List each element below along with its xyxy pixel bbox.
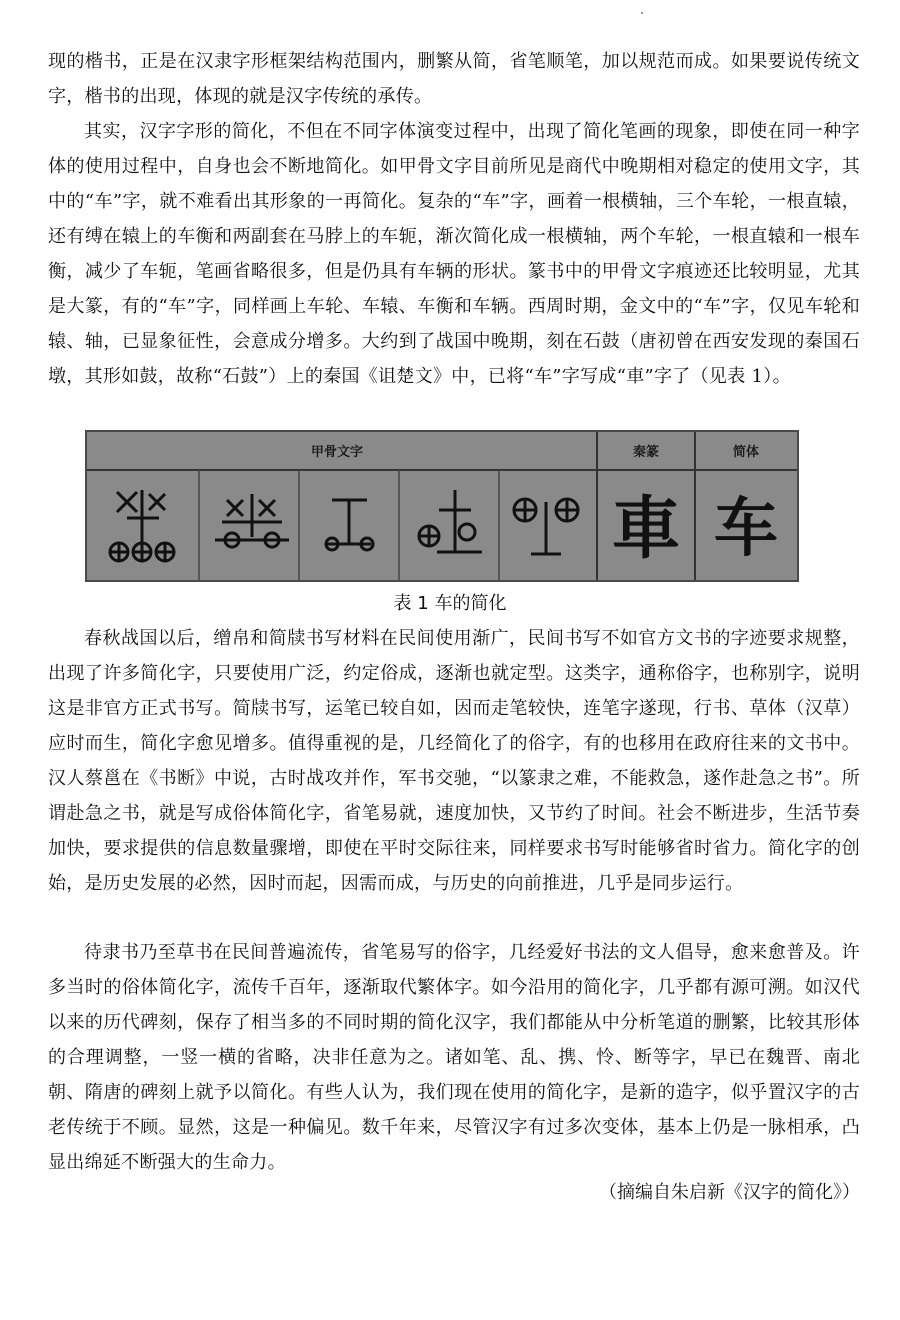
oracle-glyph-5	[514, 499, 578, 554]
header-oracle-bone: 甲骨文字	[310, 445, 364, 460]
header-simplified: 简体	[732, 445, 760, 460]
paragraph-4: 待隶书乃至草书在民间普遍流传，省笔易写的俗字，几经爱好书法的文人倡导，愈来愈普及。许多当时的俗体简化字，流传千百年，逐渐取代繁体字。如今沿用的简化字，几乎都有源可溯。如汉代以来的历代碑刻，保存了相当多的不同时期的简化汉字，我们都能从中分析笔道的删繁，比较其形体的合理调整，一竖一横的省略，决非任意为之。诸如笔、乱、携、怜、断等字，早已在魏晋、南北朝、隋唐的碑刻上就予以简化。有些人认为，我们现在使用的简化字，是新的造字，似乎置汉字的古老传统于不顾。显然，这是一种偏见。数千年来，尽管汉字有过多次变体，基本上仍是一脉相承，凸显出绵延不断强大的生命力。	[48, 942, 860, 1173]
oracle-glyph-4	[419, 490, 482, 552]
paragraph-1: 现的楷书，正是在汉隶字形框架结构范围内，删繁从简，省笔顺笔，加以规范而成。如果要说传统文字，楷书的出现，体现的就是汉字传统的承传。	[48, 51, 860, 107]
simplified-glyph: 车	[714, 492, 778, 566]
qin-seal-glyph: 車	[611, 490, 681, 569]
table-figure	[87, 432, 797, 580]
character-evolution-table	[85, 430, 799, 582]
paragraph-3: 春秋战国以后，缯帛和简牍书写材料在民间使用渐广，民间书写不如官方文书的字迹要求规整，出现了许多简化字，只要使用广泛，约定俗成，逐渐也就定型。这类字，通称俗字，也称别字，说明这是非官方正式书写。简牍书写，运笔已较自如，因而走笔较快，连笔字遂现，行书、草体（汉草）应时而生，简化字愈见增多。值得重视的是，几经简化了的俗字，有的也移用在政府往来的文书中。汉人蔡邕在《书断》中说，古时战攻并作，军书交驰，“以篆隶之难，不能救急，遂作赴急之书”。所谓赴急之书，就是写成俗体简化字，省笔易就，速度加快，又节约了时间。社会不断进步，生活节奏加快，要求提供的信息数量骤增，即使在平时交际往来，同样要求书写时能够省时省力。简化字的创始，是历史发展的必然，因时而起，因需而成，与历史的向前推进，几乎是同步运行。	[48, 628, 860, 894]
scan-speck	[641, 12, 643, 14]
oracle-glyph-1	[110, 490, 174, 561]
oracle-glyph-2	[215, 494, 289, 547]
header-qin-seal: 秦篆	[632, 445, 660, 460]
source-attribution: （摘编自朱启新《汉字的简化》）	[599, 1182, 860, 1203]
table-caption: 表 1 车的简化	[393, 593, 507, 614]
oracle-glyph-3	[326, 500, 373, 550]
paragraph-2: 其实，汉字字形的简化，不但在不同字体演变过程中，出现了简化笔画的现象，即使在同一种字体的使用过程中，自身也会不断地简化。如甲骨文字目前所见是商代中晚期相对稳定的使用文字，其中的“车”字，就不难看出其形象的一再简化。复杂的“车”字，画着一根横轴，三个车轮，一根直辕，还有缚在辕上的车衡和两副套在马脖上的车轭，渐次简化成一根横轴，两个车轮，一根直辕和一根车衡，减少了车轭，笔画省略很多，但是仍具有车辆的形状。篆书中的甲骨文字痕迹还比较明显，尤其是大篆，有的“车”字，同样画上车轮、车辕、车衡和车辆。西周时期，金文中的“车”字，仅见车轮和辕、轴，已显象征性，会意成分增多。大约到了战国中晚期，刻在石鼓（唐初曾在西安发现的秦国石墩，其形如鼓，故称“石鼓”）上的秦国《诅楚文》中，已将“车”字写成“車”字了（见表 1）。	[48, 121, 860, 387]
